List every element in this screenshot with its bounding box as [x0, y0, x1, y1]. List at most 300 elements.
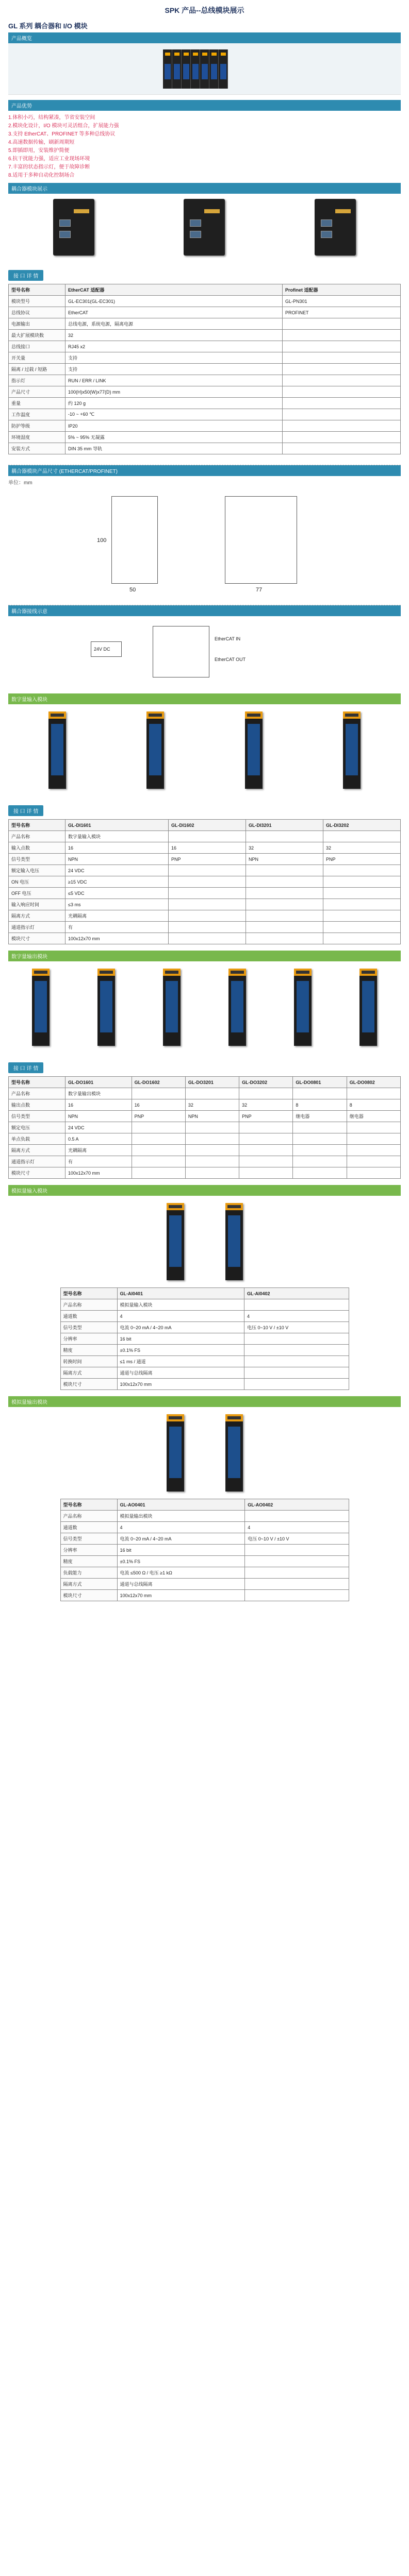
table-cell	[168, 910, 246, 922]
table-cell	[245, 1590, 349, 1601]
table-header-cell: 型号名称	[9, 284, 66, 296]
ao-spec-table	[60, 1499, 349, 1601]
table-cell	[283, 443, 401, 454]
advantage-item: 8.适用于多种自动化控制场合	[8, 173, 75, 178]
table-row	[9, 888, 401, 899]
table-key-cell: 指示灯	[9, 375, 66, 386]
table-cell	[347, 1133, 400, 1145]
table-cell: PNP	[132, 1111, 185, 1122]
table-row	[9, 1088, 401, 1099]
table-key-cell: 隔离方式	[9, 910, 66, 922]
table-header-row	[60, 1288, 349, 1299]
do-module-image	[359, 969, 377, 1046]
table-cell	[293, 1167, 347, 1179]
table-header-cell: GL-AI0401	[117, 1288, 244, 1299]
table-cell: 电流 0~20 mA / 4~20 mA	[117, 1322, 244, 1333]
table-cell: 16	[66, 1099, 132, 1111]
table-cell	[246, 933, 323, 944]
table-cell	[244, 1367, 349, 1379]
table-cell	[293, 1156, 347, 1167]
wiring-bus-label: EtherCAT IN	[215, 636, 241, 641]
table-cell	[347, 1167, 400, 1179]
table-cell: 100x12x70 mm	[117, 1379, 244, 1390]
table-key-cell: 产品名称	[60, 1511, 117, 1522]
table-cell: 继电器	[347, 1111, 400, 1122]
table-cell	[132, 1156, 185, 1167]
table-row	[9, 865, 401, 876]
table-key-cell: 输入点数	[9, 842, 66, 854]
table-key-cell: 额定输入电压	[9, 865, 66, 876]
table-header-cell: 型号名称	[60, 1499, 117, 1511]
table-row	[9, 341, 401, 352]
table-cell	[347, 1088, 400, 1099]
table-cell	[132, 1088, 185, 1099]
table-cell: 24 VDC	[66, 865, 169, 876]
table-cell	[239, 1088, 293, 1099]
table-cell	[168, 922, 246, 933]
table-key-cell: 分辨率	[60, 1545, 117, 1556]
table-cell	[293, 1122, 347, 1133]
table-key-cell: 通道指示灯	[9, 922, 66, 933]
table-cell: 光耦隔离	[66, 1145, 132, 1156]
table-cell	[246, 865, 323, 876]
do-module-image	[32, 969, 50, 1046]
table-cell	[246, 831, 323, 842]
table-cell: ≤3 ms	[66, 899, 169, 910]
table-key-cell: 精度	[60, 1556, 117, 1567]
ao-module-image	[167, 1414, 184, 1492]
table-header-cell: GL-AO0401	[117, 1499, 245, 1511]
table-cell: 总线电源，系统电源，隔离电源	[66, 318, 283, 330]
table-cell	[244, 1345, 349, 1356]
table-key-cell: 单点负载	[9, 1133, 66, 1145]
table-cell: ≤5 VDC	[66, 888, 169, 899]
table-row	[9, 352, 401, 364]
table-cell: IP20	[66, 420, 283, 432]
table-cell: GL-PN301	[283, 296, 401, 307]
table-row	[9, 443, 401, 454]
di-module-image	[343, 711, 361, 789]
table-cell	[283, 420, 401, 432]
table-key-cell: 通道指示灯	[9, 1156, 66, 1167]
table-cell	[132, 1167, 185, 1179]
table-cell: 32	[246, 842, 323, 854]
table-row	[9, 307, 401, 318]
table-cell	[283, 432, 401, 443]
coupler-image	[184, 199, 225, 256]
di-gallery	[8, 704, 401, 796]
table-key-cell: 输出点数	[9, 1099, 66, 1111]
table-cell	[246, 899, 323, 910]
table-cell	[283, 318, 401, 330]
table-cell: PROFINET	[283, 307, 401, 318]
table-row	[60, 1345, 349, 1356]
table-cell	[244, 1356, 349, 1367]
table-key-cell: 模块型号	[9, 296, 66, 307]
table-cell	[246, 922, 323, 933]
table-cell	[185, 1122, 239, 1133]
table-row	[60, 1333, 349, 1345]
table-key-cell: 输入响应时间	[9, 899, 66, 910]
table-cell	[283, 398, 401, 409]
table-cell: 支持	[66, 352, 283, 364]
table-row	[60, 1590, 349, 1601]
section-dim: 耦合器模块产品尺寸 (ETHERCAT/PROFINET)	[8, 465, 401, 476]
table-cell	[323, 876, 400, 888]
di-badge: 接 口 详 情	[8, 805, 43, 816]
table-row	[9, 1167, 401, 1179]
table-cell: 5% ~ 95% 无凝露	[66, 432, 283, 443]
table-key-cell: 最大扩展模块数	[9, 330, 66, 341]
table-header-cell: GL-AI0402	[244, 1288, 349, 1299]
do-gallery	[8, 961, 401, 1053]
table-cell	[168, 899, 246, 910]
table-header-cell: EtherCAT 适配器	[66, 284, 283, 296]
table-row	[9, 398, 401, 409]
table-cell: 0.5 A	[66, 1133, 132, 1145]
table-key-cell: 模块尺寸	[60, 1590, 117, 1601]
table-cell: 4	[244, 1311, 349, 1322]
table-row	[60, 1379, 349, 1390]
advantage-item: 7.丰富的状态指示灯，便于故障诊断	[8, 164, 90, 170]
dim-width: 50	[129, 587, 136, 593]
table-key-cell: 隔离 / 过载 / 短路	[9, 364, 66, 375]
table-cell	[245, 1511, 349, 1522]
table-cell	[185, 1133, 239, 1145]
table-row	[60, 1579, 349, 1590]
table-header-cell: 型号名称	[9, 1077, 66, 1088]
page-title: SPK 产品--总线模块展示	[165, 6, 244, 14]
table-key-cell: OFF 电压	[9, 888, 66, 899]
table-cell: 100x12x70 mm	[66, 933, 169, 944]
hero-module	[219, 49, 228, 89]
table-cell: ≥15 VDC	[66, 876, 169, 888]
table-cell	[283, 386, 401, 398]
table-row	[60, 1533, 349, 1545]
table-cell: 通道与总线隔离	[117, 1367, 244, 1379]
section-do: 数字量输出模块	[8, 951, 401, 961]
table-cell	[347, 1145, 400, 1156]
table-cell: 4	[245, 1522, 349, 1533]
section-coupler-show: 耦合器模块展示	[8, 183, 401, 194]
table-cell	[245, 1567, 349, 1579]
do-module-image	[294, 969, 312, 1046]
table-cell: PNP	[239, 1111, 293, 1122]
table-cell	[239, 1156, 293, 1167]
section-ao: 模拟量输出模块	[8, 1396, 401, 1407]
wiring-power-label: 24V DC	[94, 647, 110, 652]
table-header-row	[60, 1499, 349, 1511]
table-key-cell: 模块尺寸	[9, 1167, 66, 1179]
table-cell	[246, 876, 323, 888]
ao-module-image	[225, 1414, 243, 1492]
table-cell: 支持	[66, 364, 283, 375]
table-cell: 有	[66, 1156, 132, 1167]
table-key-cell: 总线接口	[9, 341, 66, 352]
table-row	[9, 933, 401, 944]
table-key-cell: 模块尺寸	[60, 1379, 117, 1390]
table-key-cell: 分辨率	[60, 1333, 117, 1345]
table-row	[60, 1322, 349, 1333]
table-header-cell: GL-DO1602	[132, 1077, 185, 1088]
coupler-spec-table	[8, 284, 401, 454]
di-module-image	[245, 711, 263, 789]
table-cell: NPN	[66, 854, 169, 865]
ai-gallery	[8, 1196, 401, 1287]
table-key-cell: 环境湿度	[9, 432, 66, 443]
table-cell	[132, 1122, 185, 1133]
table-key-cell: 负载能力	[60, 1567, 117, 1579]
table-row	[9, 854, 401, 865]
ao-gallery	[8, 1407, 401, 1499]
table-cell: 模拟量输出模块	[117, 1511, 245, 1522]
ai-module-image	[225, 1203, 243, 1280]
section-intro: 产品概览	[8, 32, 401, 43]
do-module-image	[97, 969, 115, 1046]
table-cell: 16	[132, 1099, 185, 1111]
table-key-cell: 总线协议	[9, 307, 66, 318]
table-row	[9, 330, 401, 341]
table-cell	[245, 1545, 349, 1556]
dim-front-view	[111, 496, 158, 584]
table-cell	[283, 352, 401, 364]
table-row	[9, 386, 401, 398]
table-header-cell: GL-DI1602	[168, 820, 246, 831]
coupler-badge: 接 口 详 情	[8, 270, 43, 281]
table-cell	[185, 1156, 239, 1167]
section-wiring: 耦合器接线示意	[8, 605, 401, 616]
table-row	[9, 876, 401, 888]
table-key-cell: 产品尺寸	[9, 386, 66, 398]
table-cell: RJ45 x2	[66, 341, 283, 352]
table-row	[60, 1556, 349, 1567]
table-cell: 数字量输入模块	[66, 831, 169, 842]
table-row	[60, 1522, 349, 1533]
table-cell	[293, 1133, 347, 1145]
table-cell	[323, 899, 400, 910]
table-cell	[168, 831, 246, 842]
hero-module	[191, 49, 200, 89]
table-cell	[168, 933, 246, 944]
table-header-cell: GL-AO0402	[245, 1499, 349, 1511]
coupler-image	[315, 199, 356, 256]
table-cell	[283, 364, 401, 375]
table-cell	[323, 933, 400, 944]
coupler-image	[53, 199, 94, 256]
table-cell: 32	[66, 330, 283, 341]
table-cell	[239, 1167, 293, 1179]
table-row	[9, 1099, 401, 1111]
advantage-item: 1.体积小巧，结构紧凑，节省安装空间	[8, 115, 95, 121]
table-row	[9, 1122, 401, 1133]
table-cell	[185, 1088, 239, 1099]
table-row	[9, 420, 401, 432]
table-key-cell: 隔离方式	[60, 1579, 117, 1590]
hero-module	[209, 49, 219, 89]
advantage-item: 3.支持 EtherCAT、PROFINET 等多种总线协议	[8, 131, 116, 137]
table-cell: 16 bit	[117, 1545, 245, 1556]
table-row	[60, 1356, 349, 1367]
table-key-cell: 产品名称	[60, 1299, 117, 1311]
advantage-item: 4.高速数据传输，刷新周期短	[8, 140, 75, 145]
hero-module	[163, 49, 172, 89]
table-key-cell: 精度	[60, 1345, 117, 1356]
table-header-cell: GL-DI3201	[246, 820, 323, 831]
table-key-cell: 安装方式	[9, 443, 66, 454]
table-cell	[283, 341, 401, 352]
table-cell: 约 120 g	[66, 398, 283, 409]
table-cell	[323, 865, 400, 876]
table-key-cell: 防护等级	[9, 420, 66, 432]
do-spec-table	[8, 1076, 401, 1179]
table-cell: PNP	[168, 854, 246, 865]
table-cell: NPN	[246, 854, 323, 865]
table-header-cell: GL-DO1601	[66, 1077, 132, 1088]
ai-spec-table	[60, 1287, 349, 1390]
table-key-cell: 额定电压	[9, 1122, 66, 1133]
table-key-cell: 产品名称	[9, 831, 66, 842]
table-cell	[132, 1145, 185, 1156]
table-header-row	[9, 1077, 401, 1088]
table-cell: GL-EC301(GL-EC301)	[66, 296, 283, 307]
table-cell: 4	[117, 1522, 245, 1533]
section-advantage: 产品优势	[8, 100, 401, 111]
table-header-cell: GL-DO0801	[293, 1077, 347, 1088]
hero-module	[182, 49, 191, 89]
table-cell: 32	[323, 842, 400, 854]
table-cell	[347, 1122, 400, 1133]
table-cell: NPN	[185, 1111, 239, 1122]
table-cell: 8	[347, 1099, 400, 1111]
table-cell: 24 VDC	[66, 1122, 132, 1133]
table-cell	[168, 888, 246, 899]
table-cell: -10 ~ +60 ℃	[66, 409, 283, 420]
table-header-cell: GL-DO0802	[347, 1077, 400, 1088]
advantage-item: 2.模块化设计，I/O 模块可灵活组合，扩展能力强	[8, 123, 119, 129]
table-cell: 继电器	[293, 1111, 347, 1122]
table-cell	[347, 1156, 400, 1167]
table-row	[9, 1145, 401, 1156]
table-cell: 电压 0~10 V / ±10 V	[244, 1322, 349, 1333]
advantage-item: 6.抗干扰能力强，适应工业现场环境	[8, 156, 90, 162]
table-cell: 数字量输出模块	[66, 1088, 132, 1099]
table-key-cell: 电源输出	[9, 318, 66, 330]
di-module-image	[48, 711, 66, 789]
table-cell: 有	[66, 922, 169, 933]
table-cell	[239, 1133, 293, 1145]
section-ai: 模拟量输入模块	[8, 1185, 401, 1196]
table-cell: 32	[185, 1099, 239, 1111]
table-key-cell: 开关量	[9, 352, 66, 364]
table-cell: 电流 ≤500 Ω / 电压 ≥1 kΩ	[117, 1567, 245, 1579]
table-header-row	[9, 284, 401, 296]
table-row	[9, 432, 401, 443]
table-row	[60, 1299, 349, 1311]
table-cell: ±0.1% FS	[117, 1345, 244, 1356]
table-cell	[293, 1145, 347, 1156]
table-key-cell: 模块尺寸	[9, 933, 66, 944]
table-cell: 光耦隔离	[66, 910, 169, 922]
ai-module-image	[167, 1203, 184, 1280]
table-cell: 100x12x70 mm	[117, 1590, 245, 1601]
table-cell	[245, 1556, 349, 1567]
hero-module	[172, 49, 182, 89]
table-row	[9, 910, 401, 922]
table-row	[60, 1545, 349, 1556]
table-cell	[323, 922, 400, 933]
table-cell: EtherCAT	[66, 307, 283, 318]
table-row	[9, 1111, 401, 1122]
table-key-cell: 通道数	[60, 1311, 117, 1322]
table-cell	[283, 330, 401, 341]
table-key-cell: 隔离方式	[60, 1367, 117, 1379]
table-cell	[283, 375, 401, 386]
hero-image	[8, 43, 401, 95]
table-key-cell: 产品名称	[9, 1088, 66, 1099]
table-key-cell: 重量	[9, 398, 66, 409]
table-cell	[168, 876, 246, 888]
table-cell	[246, 910, 323, 922]
table-key-cell: 通道数	[60, 1522, 117, 1533]
table-cell	[239, 1122, 293, 1133]
table-cell	[185, 1167, 239, 1179]
table-header-row	[9, 820, 401, 831]
table-cell: DIN 35 mm 导轨	[66, 443, 283, 454]
dim-height: 100	[97, 537, 107, 544]
table-key-cell: 信号类型	[60, 1533, 117, 1545]
dim-caption: 单位：mm	[8, 480, 32, 486]
table-row	[9, 922, 401, 933]
di-module-image	[146, 711, 164, 789]
table-cell: PNP	[323, 854, 400, 865]
table-header-cell: GL-DO3201	[185, 1077, 239, 1088]
table-row	[9, 364, 401, 375]
table-cell	[323, 831, 400, 842]
table-header-cell: 型号名称	[60, 1288, 117, 1299]
advantage-list	[8, 111, 401, 183]
table-cell: 电流 0~20 mA / 4~20 mA	[117, 1533, 245, 1545]
table-cell: 16	[66, 842, 169, 854]
table-header-cell: GL-DI3202	[323, 820, 400, 831]
table-cell: 电压 0~10 V / ±10 V	[245, 1533, 349, 1545]
table-cell: 模拟量输入模块	[117, 1299, 244, 1311]
table-header-cell: GL-DI1601	[66, 820, 169, 831]
table-cell	[244, 1299, 349, 1311]
table-cell	[244, 1333, 349, 1345]
table-cell: 100(H)x50(W)x77(D) mm	[66, 386, 283, 398]
table-key-cell: ON 电压	[9, 876, 66, 888]
do-badge: 接 口 详 情	[8, 1062, 43, 1073]
table-key-cell: 信号类型	[9, 854, 66, 865]
table-row	[9, 1133, 401, 1145]
table-header-cell: GL-DO3202	[239, 1077, 293, 1088]
table-row	[9, 1156, 401, 1167]
table-row	[9, 318, 401, 330]
dim-depth: 77	[256, 587, 263, 593]
table-cell	[293, 1088, 347, 1099]
di-spec-table	[8, 819, 401, 944]
table-row	[9, 375, 401, 386]
table-row	[60, 1511, 349, 1522]
dimension-drawing	[8, 465, 401, 599]
wiring-out-label: EtherCAT OUT	[215, 657, 246, 662]
table-row	[9, 899, 401, 910]
table-cell	[245, 1579, 349, 1590]
series-title: GL 系列 耦合器和 I/O 模块	[8, 22, 88, 30]
do-module-image	[163, 969, 181, 1046]
table-cell: 16	[168, 842, 246, 854]
table-cell: 16 bit	[117, 1333, 244, 1345]
